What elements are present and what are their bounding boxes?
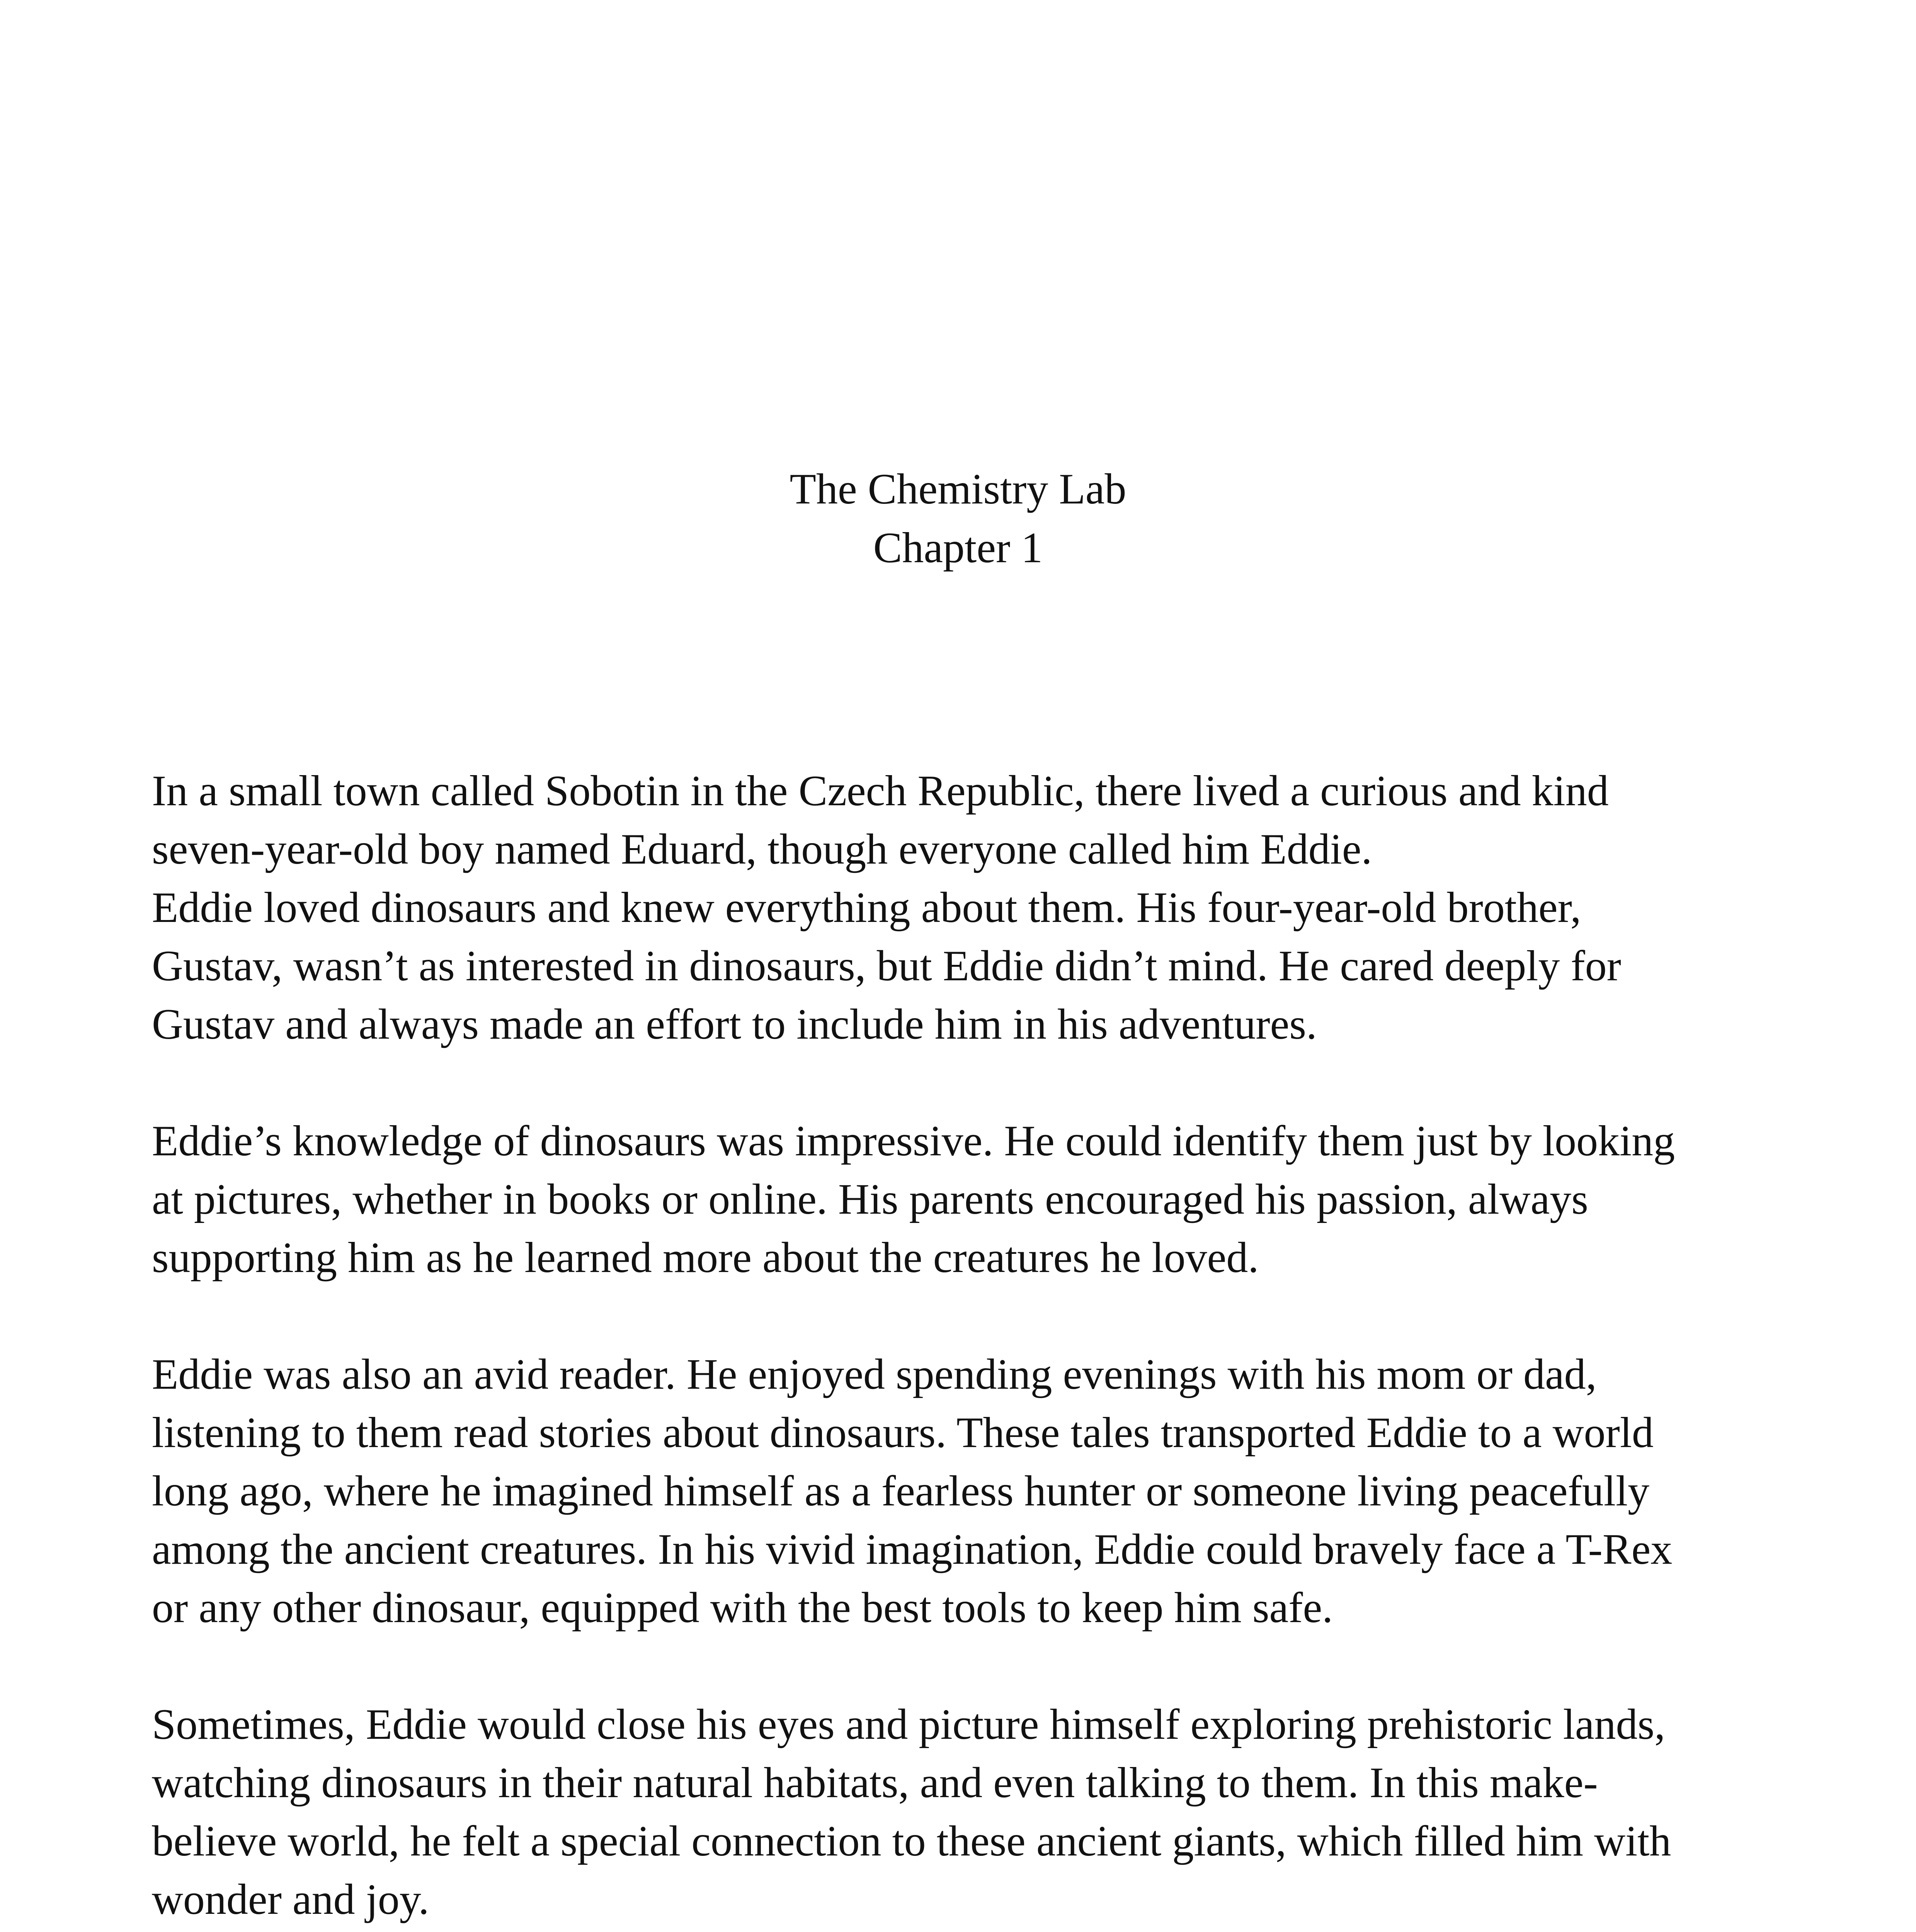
text-line: In a small town called Sobotin in the Czech Republic, there lived a curious and kind: [152, 767, 1609, 815]
text-line: watching dinosaurs in their natural habitats, and even talking to them. In this make-: [152, 1759, 1598, 1807]
text-line: Sometimes, Eddie would close his eyes and picture himself exploring prehistoric lands,: [152, 1701, 1666, 1748]
text-line: long ago, where he imagined himself as a fearless hunter or someone living peacefully: [152, 1467, 1650, 1515]
chapter-body: [152, 762, 1775, 1932]
paragraph-gap: [152, 1054, 1775, 1112]
chapter-heading: [0, 460, 1916, 577]
text-line: at pictures, whether in books or online. His parents encouraged his passion, always: [152, 1175, 1588, 1223]
paragraph-gap: [152, 1287, 1775, 1345]
text-line: seven-year-old boy named Eduard, though everyone called him Eddie.: [152, 825, 1372, 873]
text-line: wonder and joy.: [152, 1876, 429, 1923]
text-line: Eddie loved dinosaurs and knew everything about them. His four-year-old brother,: [152, 884, 1581, 932]
text-line: believe world, he felt a special connection to these ancient giants, which filled him with: [152, 1817, 1671, 1865]
chapter-label: Chapter 1: [873, 524, 1043, 572]
text-line: [152, 1929, 1775, 1932]
paragraph-gap: [152, 1637, 1775, 1696]
text-line: Eddie was also an avid reader. He enjoyed spending evenings with his mom or dad,: [152, 1350, 1597, 1398]
book-title: The Chemistry Lab: [790, 465, 1126, 513]
text-line: listening to them read stories about dinosaurs. These tales transported Eddie to a world: [152, 1409, 1654, 1457]
text-line: or any other dinosaur, equipped with the best tools to keep him safe.: [152, 1584, 1333, 1632]
text-line: supporting him as he learned more about the creatures he loved.: [152, 1234, 1259, 1282]
text-line: Eddie’s knowledge of dinosaurs was impressive. He could identify them just by looking: [152, 1117, 1675, 1165]
text-line: among the ancient creatures. In his vivid imagination, Eddie could bravely face a T-Rex: [152, 1526, 1673, 1573]
text-line: Gustav and always made an effort to include him in his adventures.: [152, 1000, 1317, 1048]
text-line: Gustav, wasn’t as interested in dinosaurs, but Eddie didn’t mind. He cared deeply for: [152, 942, 1621, 990]
